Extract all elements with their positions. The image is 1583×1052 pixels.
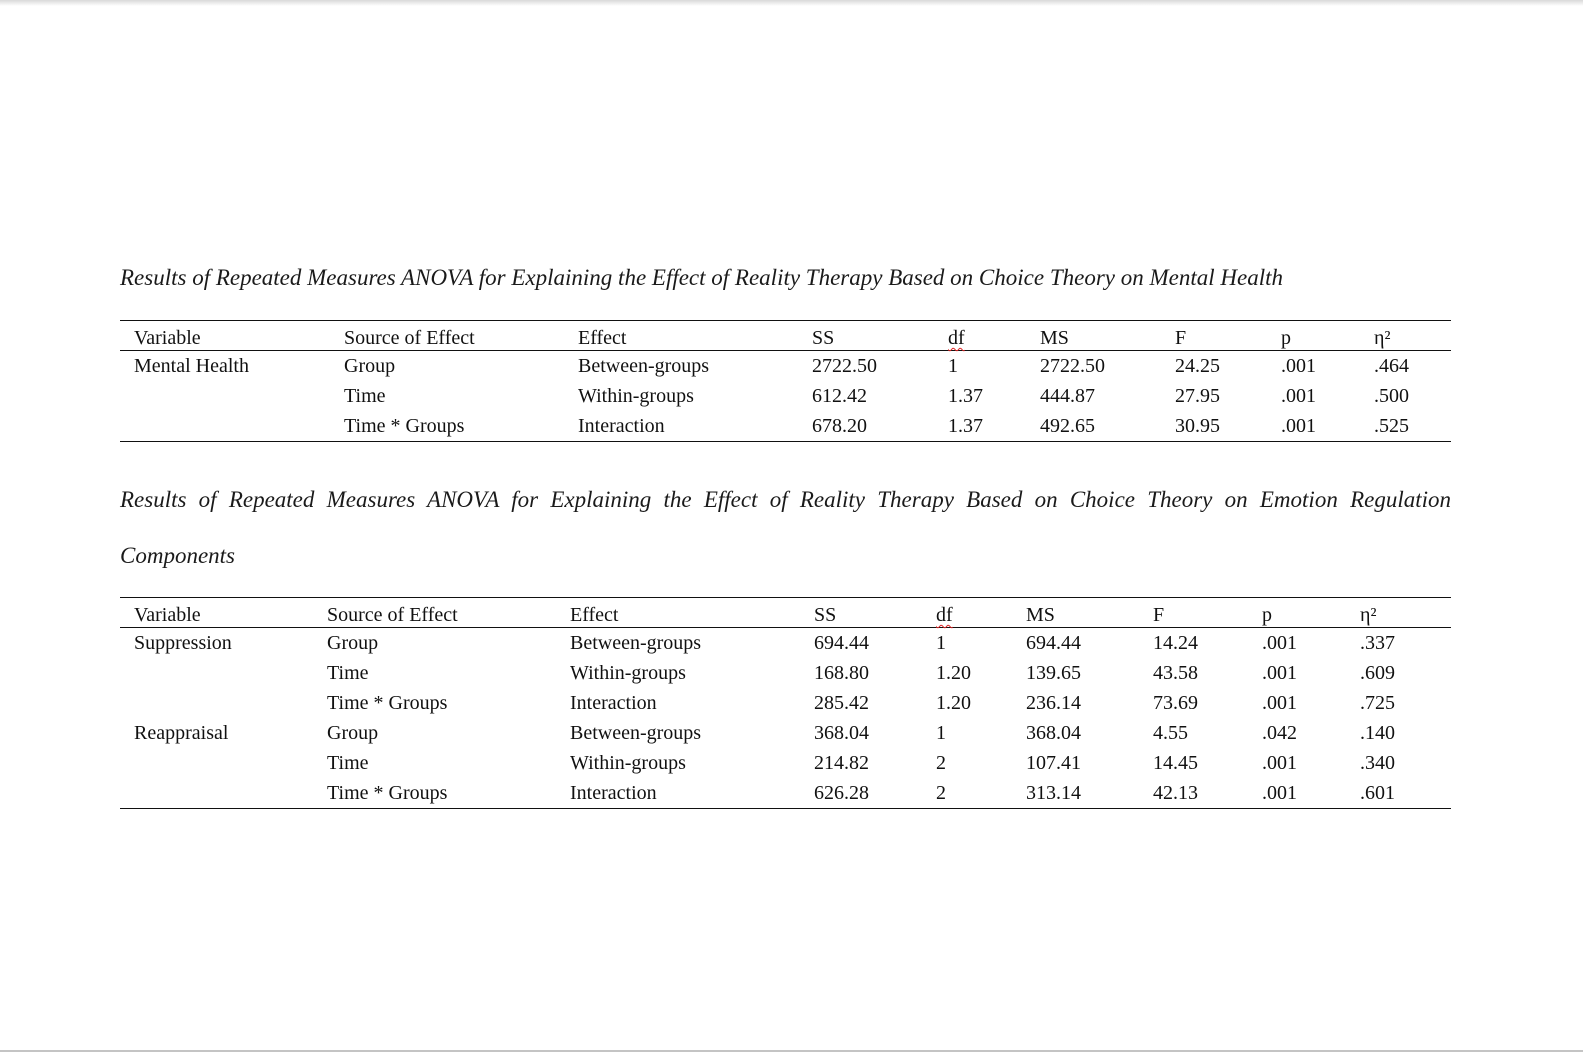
table-row bbox=[120, 381, 1451, 411]
header-effect: Effect bbox=[570, 604, 619, 626]
cell-effect: Between-groups bbox=[570, 721, 702, 744]
cell-variable bbox=[120, 381, 330, 411]
cell-variable bbox=[120, 748, 313, 778]
cell-f: 27.95 bbox=[1175, 384, 1220, 407]
table-header-row bbox=[120, 321, 1451, 351]
cell-variable bbox=[120, 778, 313, 809]
cell-ms: 694.44 bbox=[1026, 631, 1081, 654]
cell-eta: .525 bbox=[1374, 414, 1409, 437]
cell-source: Time bbox=[344, 384, 386, 407]
cell-ms: 236.14 bbox=[1026, 691, 1081, 714]
header-ms: MS bbox=[1026, 604, 1055, 626]
cell-ms: 313.14 bbox=[1026, 781, 1081, 804]
table2-body bbox=[120, 628, 1451, 809]
cell-ss: 214.82 bbox=[814, 751, 869, 774]
cell-ms: 444.87 bbox=[1040, 384, 1095, 407]
cell-df: 2 bbox=[936, 751, 946, 774]
cell-f: 73.69 bbox=[1153, 691, 1198, 714]
cell-p: .001 bbox=[1262, 661, 1297, 684]
cell-eta: .500 bbox=[1374, 384, 1409, 407]
header-p: p bbox=[1281, 327, 1291, 349]
header-ms: MS bbox=[1040, 327, 1069, 349]
cell-effect: Within-groups bbox=[570, 751, 686, 774]
table-row bbox=[120, 748, 1451, 778]
cell-ms: 139.65 bbox=[1026, 661, 1081, 684]
cell-f: 42.13 bbox=[1153, 781, 1198, 804]
cell-effect: Within-groups bbox=[570, 661, 686, 684]
table-row bbox=[120, 411, 1451, 442]
cell-ss: 612.42 bbox=[812, 384, 867, 407]
header-variable: Variable bbox=[134, 604, 201, 626]
window-top-edge bbox=[0, 0, 1583, 6]
cell-source: Time * Groups bbox=[327, 781, 448, 804]
cell-eta: .337 bbox=[1360, 631, 1395, 654]
header-effect: Effect bbox=[578, 327, 627, 349]
cell-variable bbox=[120, 411, 330, 442]
cell-eta: .464 bbox=[1374, 354, 1409, 377]
header-f: F bbox=[1175, 327, 1187, 349]
cell-effect: Interaction bbox=[570, 691, 657, 714]
cell-p: .001 bbox=[1281, 354, 1316, 377]
cell-df: 1 bbox=[948, 354, 958, 377]
cell-f: 30.95 bbox=[1175, 414, 1220, 437]
cell-effect: Between-groups bbox=[578, 354, 710, 377]
header-eta: η² bbox=[1360, 604, 1377, 626]
header-ss: SS bbox=[814, 604, 837, 626]
cell-ss: 285.42 bbox=[814, 691, 869, 714]
header-f: F bbox=[1153, 604, 1165, 626]
header-df: df bbox=[948, 327, 965, 349]
cell-eta: .609 bbox=[1360, 661, 1395, 684]
cell-source: Time bbox=[327, 661, 369, 684]
cell-eta: .140 bbox=[1360, 721, 1395, 744]
table-header-row bbox=[120, 598, 1451, 628]
cell-ss: 678.20 bbox=[812, 414, 867, 437]
cell-source: Time bbox=[327, 751, 369, 774]
cell-df: 1 bbox=[936, 721, 946, 744]
cell-variable: Suppression bbox=[134, 631, 232, 654]
table-emotion-regulation-anova bbox=[120, 597, 1451, 809]
cell-source: Group bbox=[344, 354, 396, 377]
header-df: df bbox=[936, 604, 953, 626]
cell-eta: .725 bbox=[1360, 691, 1395, 714]
table2-caption: Results of Repeated Measures ANOVA for Explaining the Effect of Reality Therapy Based on Choice Theory on Emotion Regulation Components bbox=[120, 487, 1451, 568]
cell-ss: 626.28 bbox=[814, 781, 869, 804]
cell-variable bbox=[120, 688, 313, 718]
cell-ms: 492.65 bbox=[1040, 414, 1095, 437]
header-variable: Variable bbox=[134, 327, 201, 349]
header-eta: η² bbox=[1374, 327, 1391, 349]
cell-df: 1.20 bbox=[936, 691, 971, 714]
cell-p: .001 bbox=[1262, 751, 1297, 774]
cell-effect: Interaction bbox=[578, 414, 665, 437]
cell-eta: .601 bbox=[1360, 781, 1395, 804]
cell-p: .042 bbox=[1262, 721, 1297, 744]
cell-ms: 2722.50 bbox=[1040, 354, 1105, 377]
cell-p: .001 bbox=[1262, 781, 1297, 804]
cell-f: 14.24 bbox=[1153, 631, 1198, 654]
cell-p: .001 bbox=[1262, 631, 1297, 654]
cell-source: Group bbox=[327, 631, 379, 654]
cell-ss: 694.44 bbox=[814, 631, 869, 654]
cell-effect: Between-groups bbox=[570, 631, 702, 654]
cell-eta: .340 bbox=[1360, 751, 1395, 774]
cell-source: Time * Groups bbox=[344, 414, 465, 437]
header-p: p bbox=[1262, 604, 1272, 626]
cell-variable: Mental Health bbox=[134, 354, 249, 377]
cell-p: .001 bbox=[1262, 691, 1297, 714]
cell-ms: 107.41 bbox=[1026, 751, 1081, 774]
table-row bbox=[120, 718, 1451, 748]
cell-df: 1.37 bbox=[948, 384, 983, 407]
cell-ss: 368.04 bbox=[814, 721, 869, 744]
cell-f: 43.58 bbox=[1153, 661, 1198, 684]
table-row bbox=[120, 628, 1451, 659]
table1-body bbox=[120, 351, 1451, 442]
header-source: Source of Effect bbox=[327, 604, 458, 626]
header-ss: SS bbox=[812, 327, 835, 349]
cell-df: 1.20 bbox=[936, 661, 971, 684]
table1-caption: Results of Repeated Measures ANOVA for Explaining the Effect of Reality Therapy Based on Choice Theory on Mental Health bbox=[120, 265, 1283, 290]
cell-ss: 168.80 bbox=[814, 661, 869, 684]
table-row bbox=[120, 658, 1451, 688]
cell-ms: 368.04 bbox=[1026, 721, 1081, 744]
cell-variable bbox=[120, 658, 313, 688]
table-mental-health-anova bbox=[120, 320, 1451, 442]
cell-f: 14.45 bbox=[1153, 751, 1198, 774]
cell-ss: 2722.50 bbox=[812, 354, 877, 377]
cell-df: 1.37 bbox=[948, 414, 983, 437]
cell-variable: Reappraisal bbox=[134, 721, 229, 744]
cell-effect: Within-groups bbox=[578, 384, 694, 407]
table-row bbox=[120, 351, 1451, 382]
cell-effect: Interaction bbox=[570, 781, 657, 804]
cell-p: .001 bbox=[1281, 414, 1316, 437]
header-source: Source of Effect bbox=[344, 327, 475, 349]
table-row bbox=[120, 688, 1451, 718]
cell-p: .001 bbox=[1281, 384, 1316, 407]
cell-df: 1 bbox=[936, 631, 946, 654]
table-row bbox=[120, 778, 1451, 809]
cell-f: 24.25 bbox=[1175, 354, 1220, 377]
cell-source: Time * Groups bbox=[327, 691, 448, 714]
cell-source: Group bbox=[327, 721, 379, 744]
cell-f: 4.55 bbox=[1153, 721, 1188, 744]
cell-df: 2 bbox=[936, 781, 946, 804]
